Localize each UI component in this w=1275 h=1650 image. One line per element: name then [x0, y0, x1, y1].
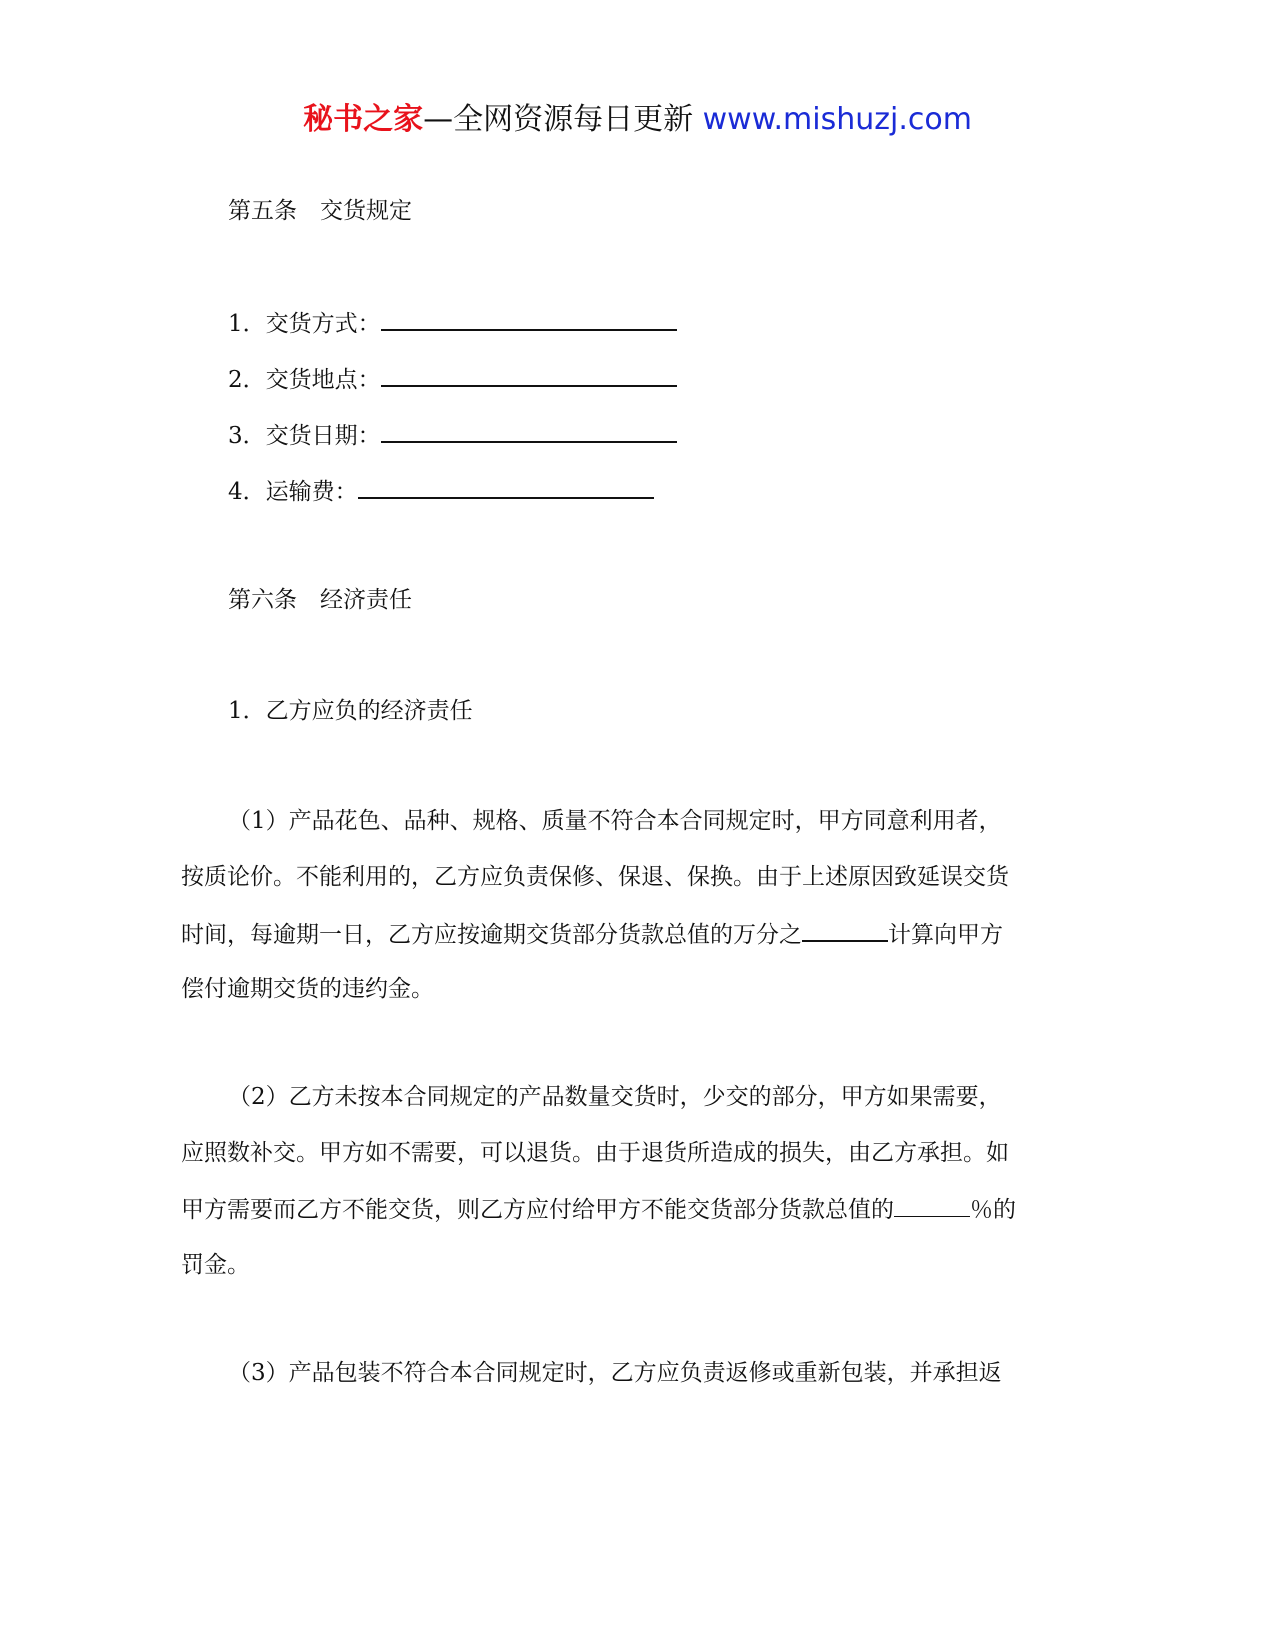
paragraph-2-line-3 — [181, 1194, 1016, 1225]
paragraph-3-line-1: （3）产品包装不符合本合同规定时，乙方应负责返修或重新包装，并承担返 — [228, 1360, 1002, 1386]
item-number: 3． — [228, 423, 266, 449]
article-6-heading: 第六条 经济责任 — [228, 587, 412, 613]
item-number: 2． — [228, 367, 266, 393]
header-slogan: —全网资源每日更新 — [423, 102, 703, 137]
item-label: 交货日期： — [265, 423, 381, 449]
paragraph-1-line-4: 偿付逾期交货的违约金。 — [181, 976, 434, 1002]
paragraph-2-line-3-text: 甲方需要而乙方不能交货，则乙方应付给甲方不能交货部分货款总值的 — [181, 1197, 894, 1223]
item-number: 1． — [228, 311, 266, 337]
delivery-place-blank[interactable] — [381, 363, 677, 387]
penalty-rate-blank[interactable] — [802, 918, 888, 942]
paragraph-1-line-2: 按质论价。不能利用的，乙方应负责保修、保退、保换。由于上述原因致延误交货 — [181, 864, 1009, 890]
article-5-heading: 第五条 交货规定 — [228, 198, 412, 224]
sub-heading-party-b-liability: 1．乙方应负的经济责任 — [228, 698, 473, 724]
delivery-item-freight — [228, 475, 654, 507]
delivery-item-date — [228, 419, 677, 451]
paragraph-2-line-3-tail: ％的 — [970, 1197, 1016, 1223]
fine-percent-blank[interactable] — [894, 1194, 970, 1217]
item-label: 交货方式： — [265, 311, 381, 337]
paragraph-1-line-1: （1）产品花色、品种、规格、质量不符合本合同规定时，甲方同意利用者， — [228, 808, 1002, 834]
item-label: 运输费： — [265, 479, 358, 505]
brand-name: 秘书之家 — [303, 102, 424, 137]
item-label: 交货地点： — [265, 367, 381, 393]
paragraph-2-line-4: 罚金。 — [181, 1252, 250, 1278]
site-header — [0, 100, 1275, 140]
paragraph-1-line-3 — [181, 918, 1003, 950]
paragraph-2-line-2: 应照数补交。甲方如不需要，可以退货。由于退货所造成的损失，由乙方承担。如 — [181, 1140, 1009, 1166]
paragraph-1-line-3-tail: 计算向甲方 — [888, 922, 1003, 948]
site-url-link[interactable]: www.mishuzj.com — [702, 102, 972, 137]
paragraph-2-line-1: （2）乙方未按本合同规定的产品数量交货时，少交的部分，甲方如果需要， — [228, 1084, 1002, 1110]
freight-blank[interactable] — [358, 475, 654, 499]
delivery-method-blank[interactable] — [381, 307, 677, 331]
delivery-item-place — [228, 363, 677, 395]
delivery-date-blank[interactable] — [381, 419, 677, 443]
paragraph-1-line-3-text: 时间，每逾期一日，乙方应按逾期交货部分货款总值的万分之 — [181, 922, 802, 948]
delivery-item-method — [228, 307, 677, 339]
item-number: 4． — [228, 479, 266, 505]
